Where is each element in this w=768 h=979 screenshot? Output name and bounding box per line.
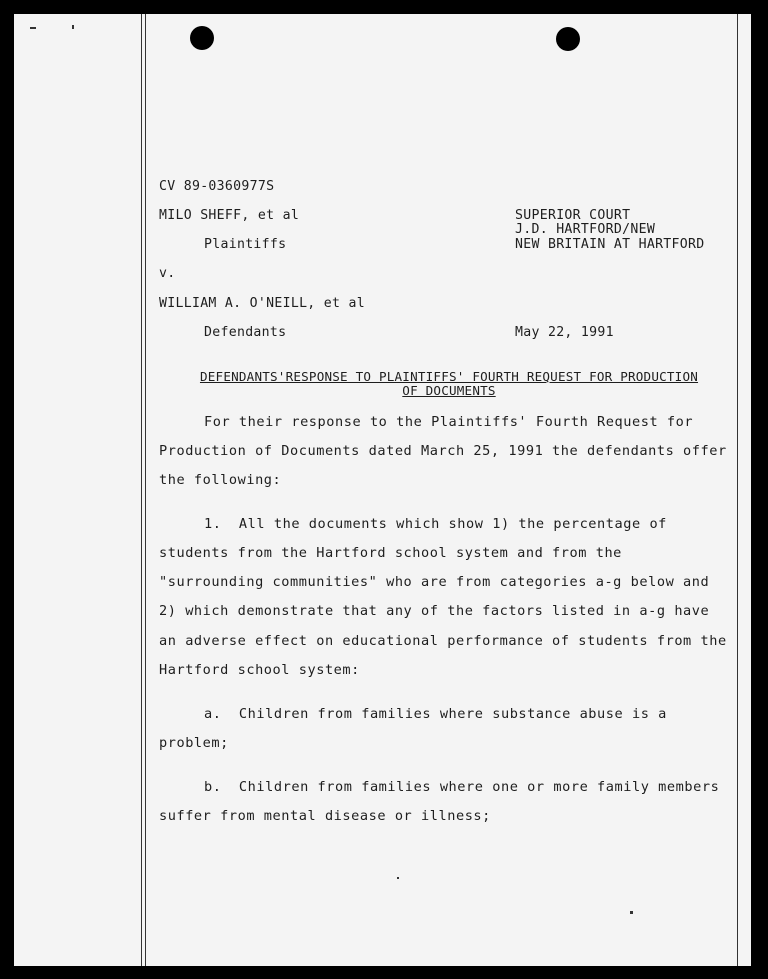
scan-speck [72,25,74,29]
scan-speck [397,877,399,879]
defendant-name: WILLIAM A. O'NEILL, et al [159,296,365,311]
item-a-line: problem; [159,735,229,751]
title-line-1: DEFENDANTS'RESPONSE TO PLAINTIFFS' FOURTH REQUEST FOR PRODUCTION [199,369,699,384]
intro-line: the following: [159,472,282,488]
plaintiff-name: MILO SHEFF, et al [159,208,300,223]
punch-hole-left [190,26,214,50]
court-line-3: NEW BRITAIN AT HARTFORD [515,237,705,252]
filing-date: May 22, 1991 [515,325,614,340]
plaintiff-role: Plaintiffs [204,237,287,252]
scan-speck [630,911,633,914]
right-margin-rule [737,14,738,966]
case-number: CV 89-0360977S [159,179,275,194]
intro-line: Production of Documents dated March 25, 1991 the defendants offer [159,443,727,459]
punch-hole-right [556,27,580,51]
item-b-line: b. Children from families where one or more family members [204,779,720,795]
item-a-line: a. Children from families where substance abuse is a [204,706,667,722]
versus: v. [159,266,176,281]
scan-speck [30,27,36,29]
intro-line: For their response to the Plaintiffs' Fourth Request for [204,414,694,430]
court-line-2: J.D. HARTFORD/NEW [515,222,656,237]
document-title [159,370,739,398]
defendant-role: Defendants [204,325,287,340]
item-1-line: students from the Hartford school system and from the [159,545,622,561]
item-b-line: suffer from mental disease or illness; [159,808,491,824]
item-1-line: an adverse effect on educational performance of students from the [159,633,727,649]
item-1-line: 2) which demonstrate that any of the factors listed in a-g have [159,603,710,619]
document-page [14,14,751,966]
item-1-line: "surrounding communities" who are from categories a-g below and [159,574,710,590]
court-line-1: SUPERIOR COURT [515,208,631,223]
left-margin-rule-inner [145,14,146,966]
title-line-2: OF DOCUMENTS [402,383,496,398]
item-1-line: Hartford school system: [159,662,360,678]
item-1-line: 1. All the documents which show 1) the percentage of [204,516,667,532]
left-margin-rule [141,14,142,966]
